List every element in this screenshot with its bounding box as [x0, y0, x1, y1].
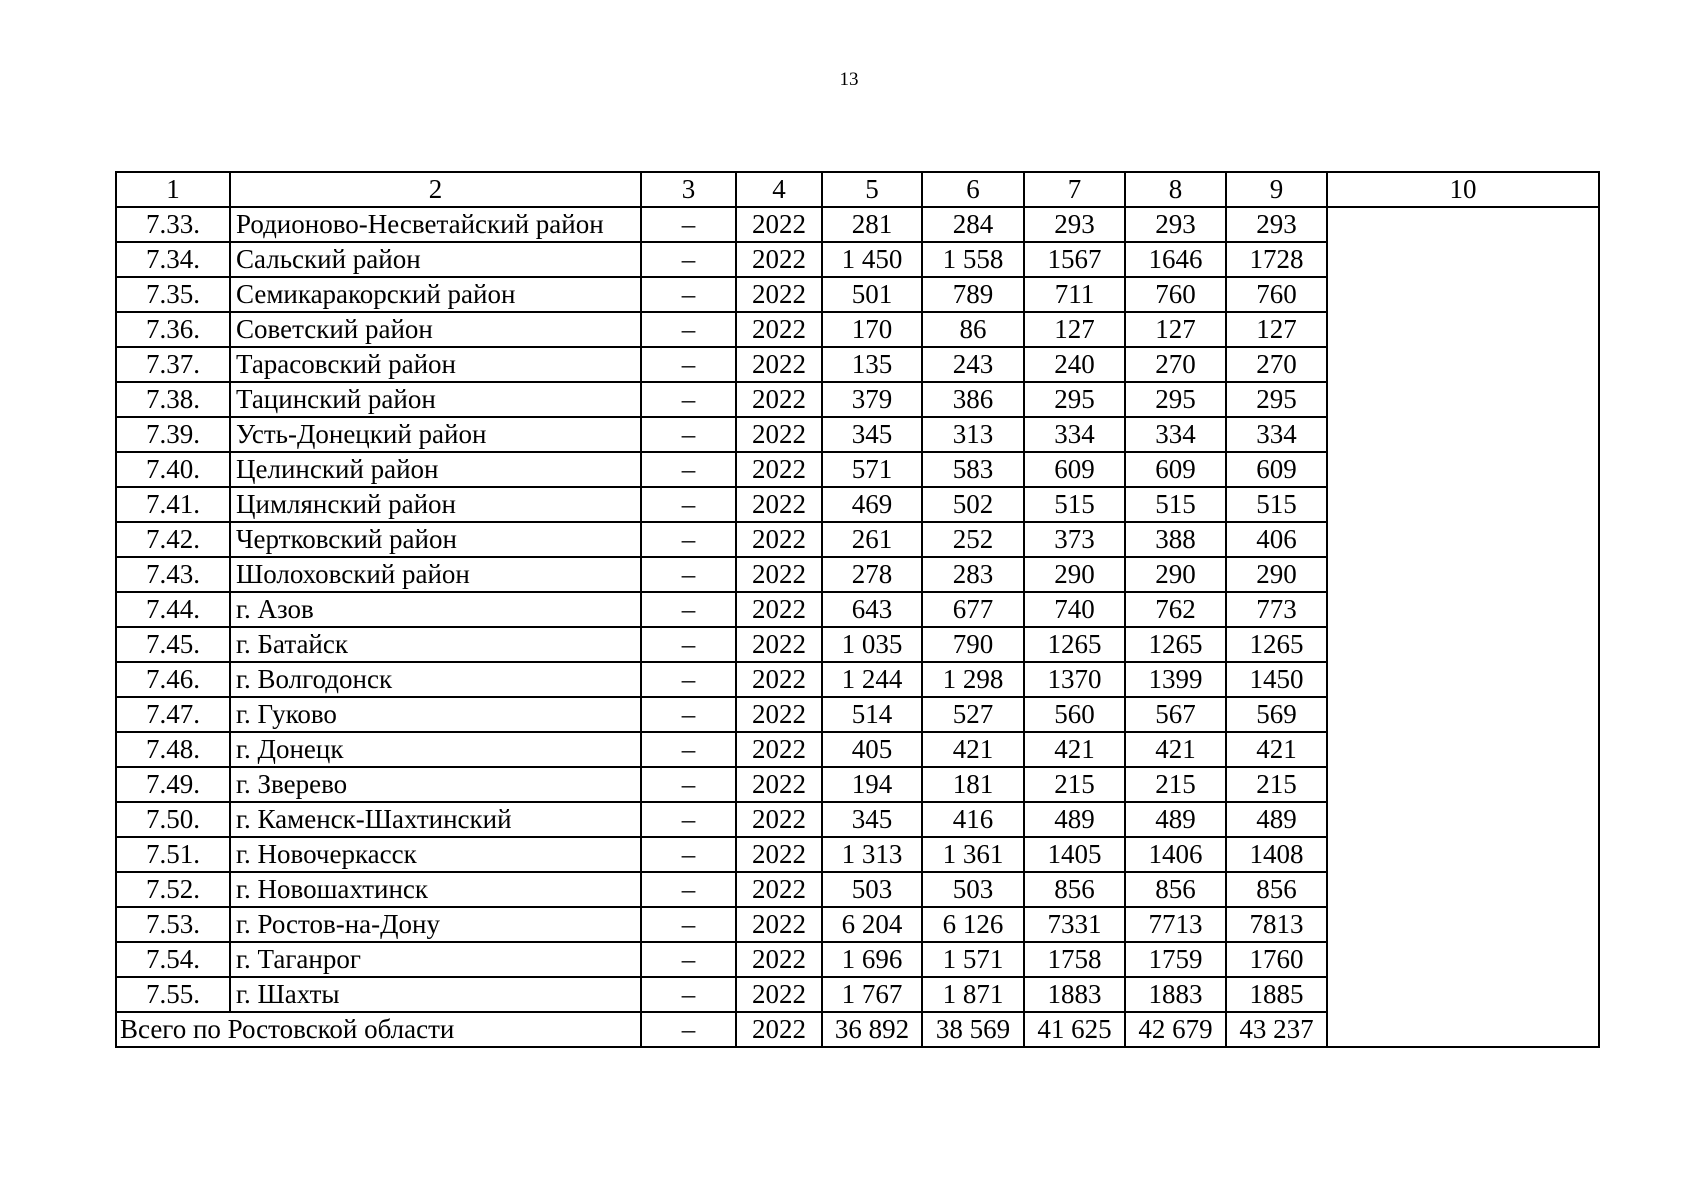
value-col8-cell: 7713 [1125, 907, 1226, 942]
col10-cell [1327, 732, 1599, 767]
year-cell: 2022 [736, 662, 822, 697]
value-col8-cell: 421 [1125, 732, 1226, 767]
value-col8-cell: 388 [1125, 522, 1226, 557]
row-number-cell: 7.35. [116, 277, 230, 312]
year-cell: 2022 [736, 522, 822, 557]
row-number-cell: 7.39. [116, 417, 230, 452]
value-col7-cell: 489 [1024, 802, 1125, 837]
row-number-cell: 7.49. [116, 767, 230, 802]
table-row [116, 207, 1599, 242]
value-col5-cell: 261 [822, 522, 922, 557]
value-col6-cell: 527 [922, 697, 1024, 732]
year-cell: 2022 [736, 837, 822, 872]
col3-cell: – [641, 1012, 736, 1047]
name-cell: г. Каменск-Шахтинский [230, 802, 641, 837]
col3-cell: – [641, 592, 736, 627]
col10-cell [1327, 452, 1599, 487]
col3-cell: – [641, 312, 736, 347]
value-col9-cell: 7813 [1226, 907, 1327, 942]
row-number-cell: 7.46. [116, 662, 230, 697]
value-col8-cell: 215 [1125, 767, 1226, 802]
col3-cell: – [641, 452, 736, 487]
value-col8-cell: 290 [1125, 557, 1226, 592]
value-col8-cell: 760 [1125, 277, 1226, 312]
table-row [116, 417, 1599, 452]
page-number: 13 [839, 69, 859, 90]
value-col9-cell: 1408 [1226, 837, 1327, 872]
row-number-cell: 7.48. [116, 732, 230, 767]
name-cell: г. Новошахтинск [230, 872, 641, 907]
name-cell: Цимлянский район [230, 487, 641, 522]
total-row [116, 1012, 1599, 1047]
table-row [116, 487, 1599, 522]
value-col5-cell: 135 [822, 347, 922, 382]
name-cell: г. Гуково [230, 697, 641, 732]
value-col7-cell: 1883 [1024, 977, 1125, 1012]
table-row [116, 347, 1599, 382]
table-row [116, 662, 1599, 697]
column-header: 7 [1024, 172, 1125, 207]
col3-cell: – [641, 697, 736, 732]
year-cell: 2022 [736, 382, 822, 417]
column-header: 8 [1125, 172, 1226, 207]
value-col7-cell: 1758 [1024, 942, 1125, 977]
row-number-cell: 7.37. [116, 347, 230, 382]
year-cell: 2022 [736, 452, 822, 487]
name-cell: Семикаракорский район [230, 277, 641, 312]
table-row [116, 872, 1599, 907]
row-number-cell: 7.51. [116, 837, 230, 872]
name-cell: г. Донецк [230, 732, 641, 767]
value-col5-cell: 1 244 [822, 662, 922, 697]
col3-cell: – [641, 277, 736, 312]
year-cell: 2022 [736, 592, 822, 627]
name-cell: Целинский район [230, 452, 641, 487]
name-cell: Сальский район [230, 242, 641, 277]
name-cell: Чертковский район [230, 522, 641, 557]
value-col8-cell: 270 [1125, 347, 1226, 382]
col10-cell [1327, 592, 1599, 627]
year-cell: 2022 [736, 242, 822, 277]
col3-cell: – [641, 242, 736, 277]
year-cell: 2022 [736, 942, 822, 977]
value-col6-cell: 252 [922, 522, 1024, 557]
col10-cell [1327, 1012, 1599, 1047]
row-number-cell: 7.42. [116, 522, 230, 557]
col3-cell: – [641, 872, 736, 907]
value-col7-cell: 560 [1024, 697, 1125, 732]
value-col7-cell: 290 [1024, 557, 1125, 592]
value-col8-cell: 334 [1125, 417, 1226, 452]
value-col5-cell: 1 313 [822, 837, 922, 872]
col10-cell [1327, 277, 1599, 312]
col3-cell: – [641, 907, 736, 942]
row-number-cell: 7.54. [116, 942, 230, 977]
year-cell: 2022 [736, 347, 822, 382]
value-col7-cell: 215 [1024, 767, 1125, 802]
name-cell: Тацинский район [230, 382, 641, 417]
value-col7-cell: 373 [1024, 522, 1125, 557]
value-col9-cell: 760 [1226, 277, 1327, 312]
value-col5-cell: 194 [822, 767, 922, 802]
name-cell: г. Батайск [230, 627, 641, 662]
value-col5-cell: 345 [822, 802, 922, 837]
value-col9-cell: 773 [1226, 592, 1327, 627]
table-row [116, 732, 1599, 767]
value-col8-cell: 293 [1125, 207, 1226, 242]
value-col5-cell: 514 [822, 697, 922, 732]
value-col6-cell: 386 [922, 382, 1024, 417]
value-col6-cell: 1 558 [922, 242, 1024, 277]
col10-cell [1327, 872, 1599, 907]
col10-cell [1327, 942, 1599, 977]
value-col7-cell: 7331 [1024, 907, 1125, 942]
value-col9-cell: 856 [1226, 872, 1327, 907]
year-cell: 2022 [736, 312, 822, 347]
col10-cell [1327, 382, 1599, 417]
col10-cell [1327, 207, 1599, 242]
column-header: 5 [822, 172, 922, 207]
value-col5-cell: 6 204 [822, 907, 922, 942]
value-col6-cell: 86 [922, 312, 1024, 347]
column-header: 6 [922, 172, 1024, 207]
value-col6-cell: 416 [922, 802, 1024, 837]
row-number-cell: 7.34. [116, 242, 230, 277]
col10-cell [1327, 242, 1599, 277]
name-cell: г. Таганрог [230, 942, 641, 977]
value-col8-cell: 609 [1125, 452, 1226, 487]
year-cell: 2022 [736, 907, 822, 942]
col10-cell [1327, 837, 1599, 872]
year-cell: 2022 [736, 1012, 822, 1047]
value-col8-cell: 1399 [1125, 662, 1226, 697]
col3-cell: – [641, 347, 736, 382]
value-col6-cell: 583 [922, 452, 1024, 487]
row-number-cell: 7.40. [116, 452, 230, 487]
value-col8-cell: 42 679 [1125, 1012, 1226, 1047]
value-col6-cell: 284 [922, 207, 1024, 242]
value-col7-cell: 41 625 [1024, 1012, 1125, 1047]
row-number-cell: 7.44. [116, 592, 230, 627]
table-row [116, 277, 1599, 312]
table-body [116, 172, 1599, 1047]
name-cell: г. Новочеркасск [230, 837, 641, 872]
value-col9-cell: 295 [1226, 382, 1327, 417]
header-row [116, 172, 1599, 207]
value-col6-cell: 790 [922, 627, 1024, 662]
value-col9-cell: 515 [1226, 487, 1327, 522]
col3-cell: – [641, 977, 736, 1012]
name-cell: г. Шахты [230, 977, 641, 1012]
col10-cell [1327, 802, 1599, 837]
value-col5-cell: 405 [822, 732, 922, 767]
value-col9-cell: 215 [1226, 767, 1327, 802]
table-row [116, 312, 1599, 347]
name-cell: г. Азов [230, 592, 641, 627]
value-col7-cell: 1370 [1024, 662, 1125, 697]
name-cell: Тарасовский район [230, 347, 641, 382]
value-col9-cell: 270 [1226, 347, 1327, 382]
year-cell: 2022 [736, 802, 822, 837]
row-number-cell: 7.41. [116, 487, 230, 522]
table-row [116, 697, 1599, 732]
table-row [116, 977, 1599, 1012]
col10-cell [1327, 557, 1599, 592]
value-col8-cell: 856 [1125, 872, 1226, 907]
year-cell: 2022 [736, 732, 822, 767]
row-number-cell: 7.33. [116, 207, 230, 242]
year-cell: 2022 [736, 697, 822, 732]
value-col5-cell: 1 696 [822, 942, 922, 977]
col3-cell: – [641, 522, 736, 557]
year-cell: 2022 [736, 627, 822, 662]
value-col8-cell: 295 [1125, 382, 1226, 417]
value-col7-cell: 515 [1024, 487, 1125, 522]
value-col7-cell: 609 [1024, 452, 1125, 487]
col3-cell: – [641, 207, 736, 242]
value-col9-cell: 1728 [1226, 242, 1327, 277]
col3-cell: – [641, 487, 736, 522]
table-row [116, 452, 1599, 487]
year-cell: 2022 [736, 557, 822, 592]
value-col7-cell: 293 [1024, 207, 1125, 242]
col3-cell: – [641, 767, 736, 802]
row-number-cell: 7.50. [116, 802, 230, 837]
value-col9-cell: 293 [1226, 207, 1327, 242]
value-col7-cell: 295 [1024, 382, 1125, 417]
value-col6-cell: 38 569 [922, 1012, 1024, 1047]
value-col5-cell: 469 [822, 487, 922, 522]
column-header: 2 [230, 172, 641, 207]
value-col5-cell: 501 [822, 277, 922, 312]
table-row [116, 557, 1599, 592]
col3-cell: – [641, 662, 736, 697]
value-col5-cell: 1 450 [822, 242, 922, 277]
value-col6-cell: 181 [922, 767, 1024, 802]
year-cell: 2022 [736, 872, 822, 907]
value-col7-cell: 127 [1024, 312, 1125, 347]
value-col9-cell: 569 [1226, 697, 1327, 732]
value-col7-cell: 711 [1024, 277, 1125, 312]
value-col6-cell: 283 [922, 557, 1024, 592]
year-cell: 2022 [736, 487, 822, 522]
value-col8-cell: 1646 [1125, 242, 1226, 277]
value-col5-cell: 281 [822, 207, 922, 242]
value-col7-cell: 240 [1024, 347, 1125, 382]
name-cell: г. Волгодонск [230, 662, 641, 697]
column-header: 1 [116, 172, 230, 207]
column-header: 3 [641, 172, 736, 207]
col3-cell: – [641, 942, 736, 977]
year-cell: 2022 [736, 767, 822, 802]
value-col8-cell: 1406 [1125, 837, 1226, 872]
col10-cell [1327, 347, 1599, 382]
name-cell: Родионово-Несветайский район [230, 207, 641, 242]
value-col7-cell: 1567 [1024, 242, 1125, 277]
row-number-cell: 7.53. [116, 907, 230, 942]
col3-cell: – [641, 417, 736, 452]
row-number-cell: 7.38. [116, 382, 230, 417]
value-col9-cell: 1760 [1226, 942, 1327, 977]
value-col9-cell: 1450 [1226, 662, 1327, 697]
value-col7-cell: 856 [1024, 872, 1125, 907]
value-col5-cell: 643 [822, 592, 922, 627]
value-col6-cell: 502 [922, 487, 1024, 522]
col3-cell: – [641, 382, 736, 417]
year-cell: 2022 [736, 417, 822, 452]
col10-cell [1327, 417, 1599, 452]
value-col5-cell: 379 [822, 382, 922, 417]
name-cell: г. Зверево [230, 767, 641, 802]
row-number-cell: 7.36. [116, 312, 230, 347]
value-col7-cell: 1265 [1024, 627, 1125, 662]
value-col9-cell: 421 [1226, 732, 1327, 767]
value-col9-cell: 334 [1226, 417, 1327, 452]
table-row [116, 627, 1599, 662]
value-col7-cell: 740 [1024, 592, 1125, 627]
table-row [116, 837, 1599, 872]
name-cell: г. Ростов-на-Дону [230, 907, 641, 942]
row-number-cell: 7.47. [116, 697, 230, 732]
row-number-cell: 7.52. [116, 872, 230, 907]
name-cell: Усть-Донецкий район [230, 417, 641, 452]
value-col9-cell: 609 [1226, 452, 1327, 487]
value-col5-cell: 278 [822, 557, 922, 592]
col10-cell [1327, 522, 1599, 557]
value-col5-cell: 1 035 [822, 627, 922, 662]
value-col6-cell: 677 [922, 592, 1024, 627]
value-col7-cell: 421 [1024, 732, 1125, 767]
value-col8-cell: 127 [1125, 312, 1226, 347]
value-col5-cell: 345 [822, 417, 922, 452]
value-col6-cell: 421 [922, 732, 1024, 767]
col3-cell: – [641, 732, 736, 767]
value-col6-cell: 1 298 [922, 662, 1024, 697]
table-row [116, 382, 1599, 417]
value-col8-cell: 1883 [1125, 977, 1226, 1012]
column-header: 9 [1226, 172, 1327, 207]
value-col6-cell: 6 126 [922, 907, 1024, 942]
value-col6-cell: 1 871 [922, 977, 1024, 1012]
value-col6-cell: 243 [922, 347, 1024, 382]
row-number-cell: 7.43. [116, 557, 230, 592]
value-col6-cell: 503 [922, 872, 1024, 907]
value-col6-cell: 1 571 [922, 942, 1024, 977]
value-col7-cell: 1405 [1024, 837, 1125, 872]
col3-cell: – [641, 837, 736, 872]
col3-cell: – [641, 802, 736, 837]
value-col8-cell: 1265 [1125, 627, 1226, 662]
col10-cell [1327, 767, 1599, 802]
value-col8-cell: 489 [1125, 802, 1226, 837]
col10-cell [1327, 487, 1599, 522]
col3-cell: – [641, 557, 736, 592]
value-col5-cell: 170 [822, 312, 922, 347]
value-col7-cell: 334 [1024, 417, 1125, 452]
column-header: 10 [1327, 172, 1599, 207]
value-col8-cell: 1759 [1125, 942, 1226, 977]
table-row [116, 907, 1599, 942]
value-col6-cell: 789 [922, 277, 1024, 312]
year-cell: 2022 [736, 207, 822, 242]
table-row [116, 802, 1599, 837]
data-table [115, 171, 1600, 1048]
value-col9-cell: 1885 [1226, 977, 1327, 1012]
value-col9-cell: 43 237 [1226, 1012, 1327, 1047]
col10-cell [1327, 907, 1599, 942]
table-row [116, 522, 1599, 557]
name-cell: Советский район [230, 312, 641, 347]
col3-cell: – [641, 627, 736, 662]
col10-cell [1327, 627, 1599, 662]
col10-cell [1327, 662, 1599, 697]
total-label-cell: Всего по Ростовской области [116, 1012, 641, 1047]
table-row [116, 942, 1599, 977]
value-col5-cell: 571 [822, 452, 922, 487]
col10-cell [1327, 977, 1599, 1012]
row-number-cell: 7.55. [116, 977, 230, 1012]
table-row [116, 767, 1599, 802]
col10-cell [1327, 312, 1599, 347]
row-number-cell: 7.45. [116, 627, 230, 662]
value-col5-cell: 36 892 [822, 1012, 922, 1047]
value-col9-cell: 406 [1226, 522, 1327, 557]
value-col5-cell: 1 767 [822, 977, 922, 1012]
value-col9-cell: 489 [1226, 802, 1327, 837]
value-col6-cell: 313 [922, 417, 1024, 452]
value-col8-cell: 762 [1125, 592, 1226, 627]
value-col5-cell: 503 [822, 872, 922, 907]
value-col9-cell: 127 [1226, 312, 1327, 347]
value-col8-cell: 567 [1125, 697, 1226, 732]
table-row [116, 592, 1599, 627]
value-col9-cell: 290 [1226, 557, 1327, 592]
value-col6-cell: 1 361 [922, 837, 1024, 872]
table-row [116, 242, 1599, 277]
value-col8-cell: 515 [1125, 487, 1226, 522]
column-header: 4 [736, 172, 822, 207]
value-col9-cell: 1265 [1226, 627, 1327, 662]
year-cell: 2022 [736, 277, 822, 312]
year-cell: 2022 [736, 977, 822, 1012]
name-cell: Шолоховский район [230, 557, 641, 592]
col10-cell [1327, 697, 1599, 732]
